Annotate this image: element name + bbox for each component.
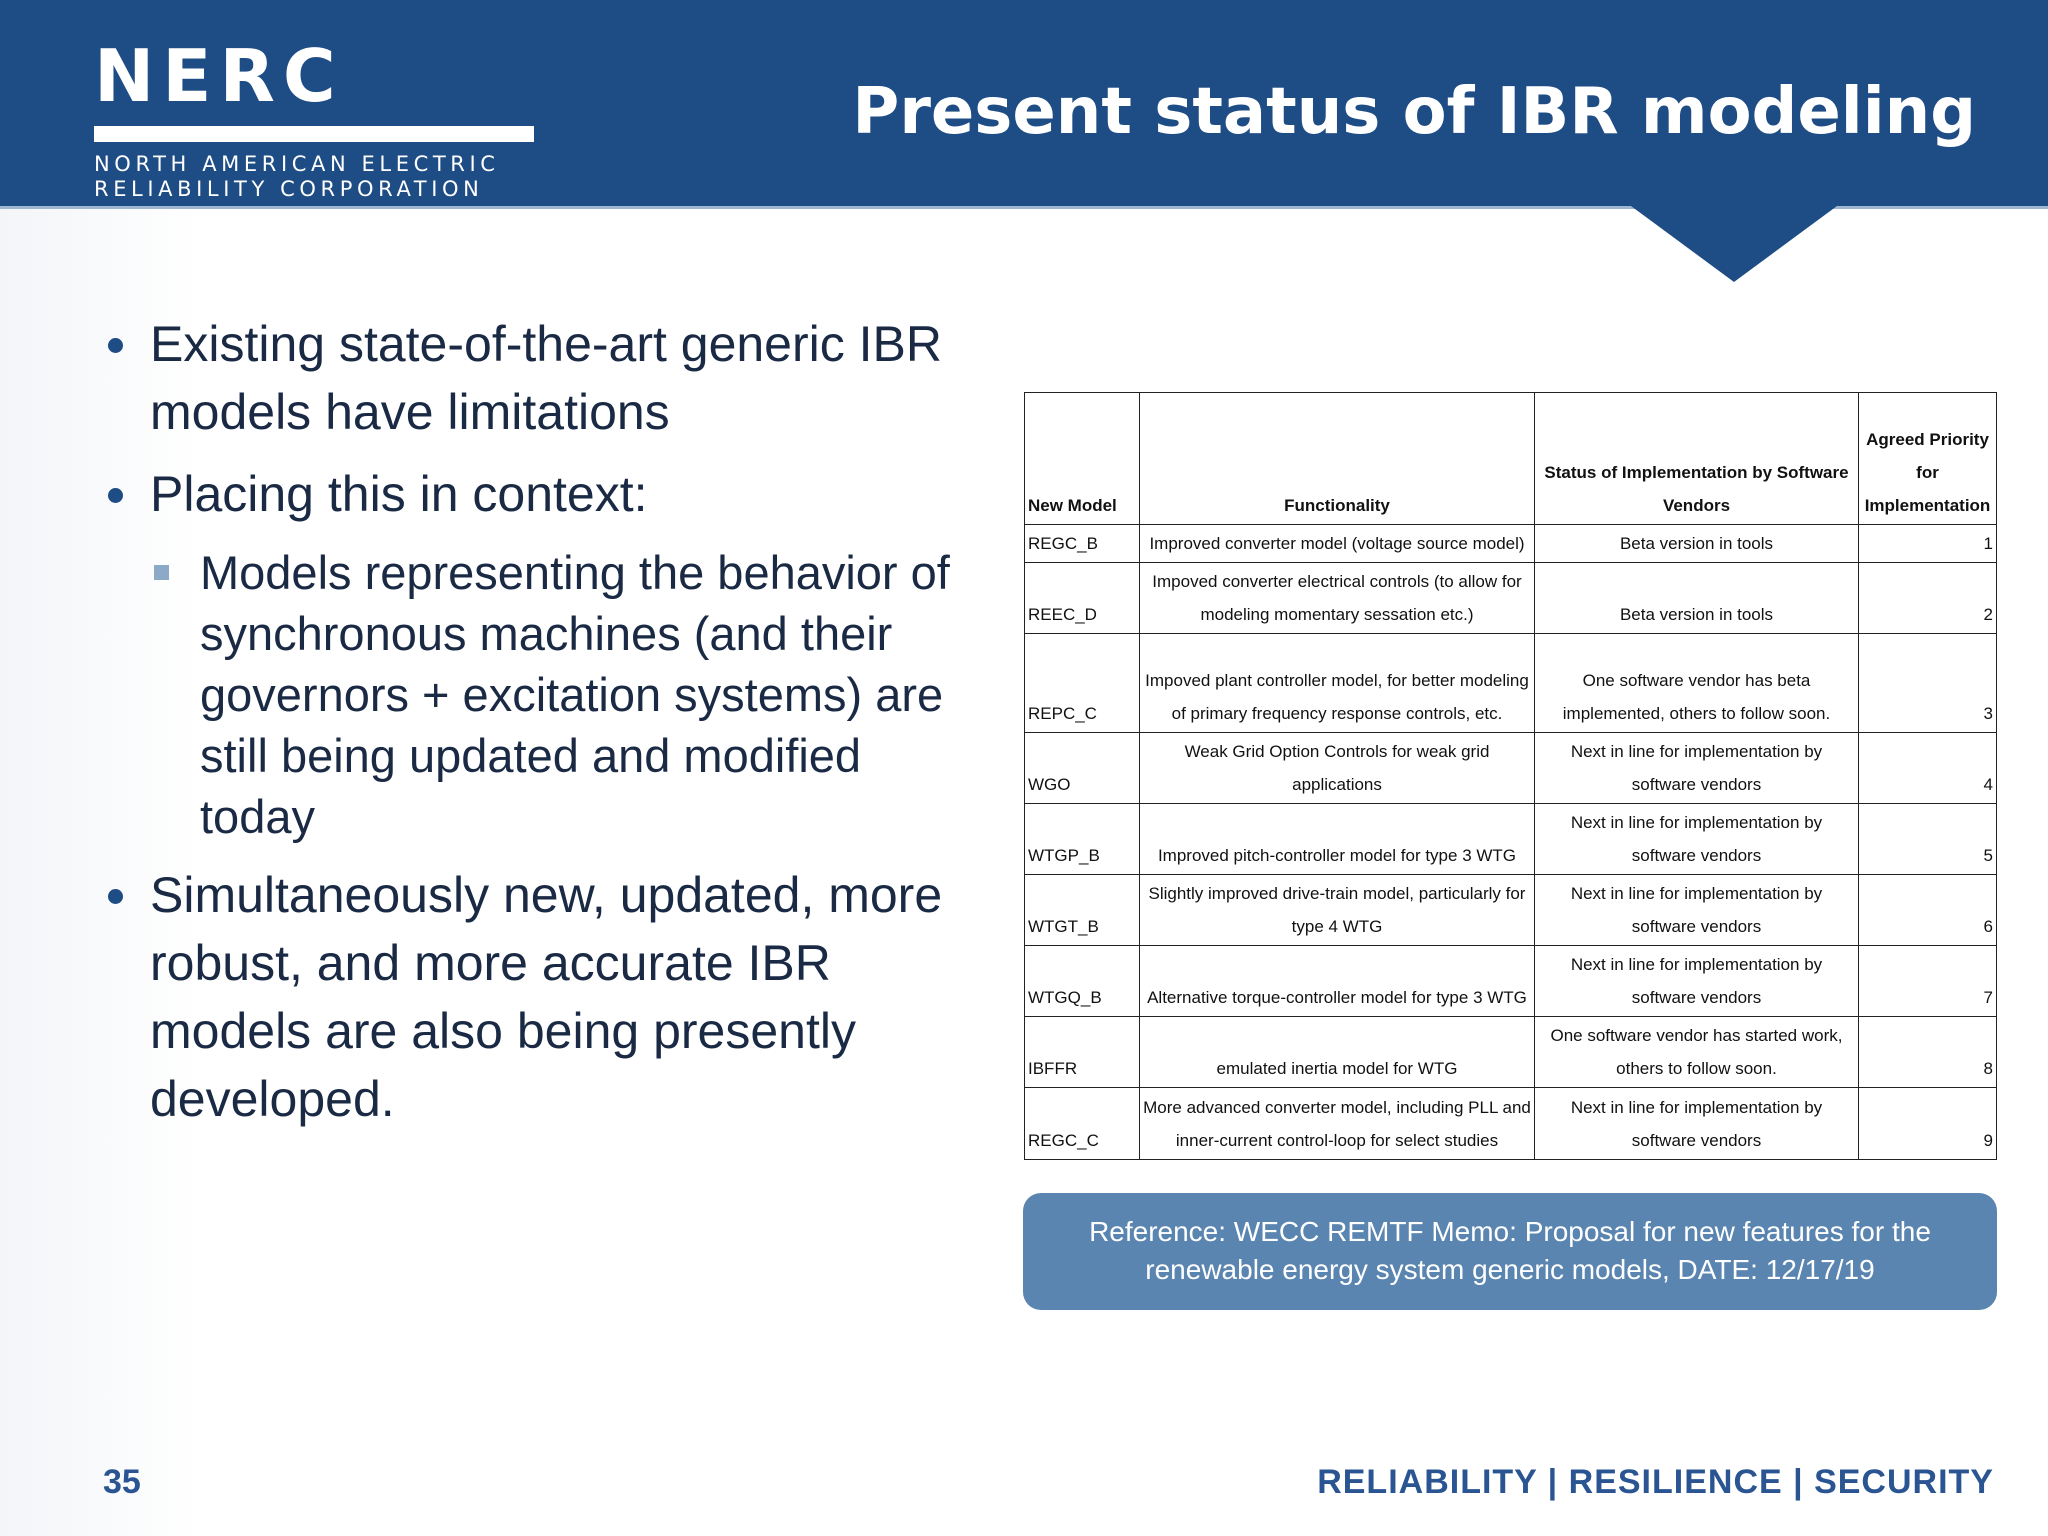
bullet-dot-icon [108,488,123,503]
reference-text: Reference: WECC REMTF Memo: Proposal for new features for the renewable energy system generic models, DATE: 12/17/19 [1089,1216,1931,1285]
cell-model: IBFFR [1025,1017,1140,1088]
cell-priority: 1 [1859,525,1997,563]
header-status: Status of Implementation by Software Vendors [1535,393,1859,525]
table-row [1025,946,1997,1017]
cell-model: REGC_C [1025,1088,1140,1160]
header-chevron [1631,206,1837,282]
cell-functionality: More advanced converter model, including PLL and inner-current control-loop for select studies [1140,1088,1535,1160]
header-priority: Agreed Priority for Implementation [1859,393,1997,525]
table-row [1025,563,1997,634]
bullet-text: Existing state-of-the-art generic IBR models have limitations [150,316,942,440]
cell-priority: 5 [1859,804,1997,875]
cell-status: Next in line for implementation by software vendors [1535,875,1859,946]
sub-bullet-text: Models representing the behavior of synchronous machines (and their governors + excitation systems) are still being updated and modified today [200,546,950,843]
cell-priority: 2 [1859,563,1997,634]
cell-model: WTGQ_B [1025,946,1140,1017]
table-row [1025,875,1997,946]
bullet-list [100,310,980,1147]
footer-tagline: RELIABILITY | RESILIENCE | SECURITY [1317,1463,1994,1501]
table-header-row [1025,393,1997,525]
sub-bullet-item [100,542,980,847]
models-table [1024,392,1997,1160]
cell-status: One software vendor has beta implemented, others to follow soon. [1535,634,1859,733]
logo-line-1: NORTH AMERICAN ELECTRIC [94,152,500,176]
bullet-dot-icon [108,338,123,353]
table-row [1025,525,1997,563]
bullet-item [100,310,980,446]
cell-priority: 8 [1859,1017,1997,1088]
cell-priority: 3 [1859,634,1997,733]
cell-functionality: Impoved converter electrical controls (to allow for modeling momentary sessation etc.) [1140,563,1535,634]
bullet-dot-icon [108,889,123,904]
table-row [1025,804,1997,875]
nerc-logo [94,34,534,202]
slide-title: Present status of IBR modeling [852,75,1976,149]
cell-priority: 7 [1859,946,1997,1017]
cell-priority: 9 [1859,1088,1997,1160]
cell-status: Beta version in tools [1535,563,1859,634]
table-row [1025,733,1997,804]
logo-rule [94,126,534,142]
cell-functionality: Slightly improved drive-train model, particularly for type 4 WTG [1140,875,1535,946]
table-row [1025,1088,1997,1160]
cell-model: WTGT_B [1025,875,1140,946]
header-new-model: New Model [1025,393,1140,525]
cell-priority: 6 [1859,875,1997,946]
cell-priority: 4 [1859,733,1997,804]
cell-model: REPC_C [1025,634,1140,733]
cell-functionality: Improved converter model (voltage source model) [1140,525,1535,563]
cell-model: WGO [1025,733,1140,804]
cell-model: REGC_B [1025,525,1140,563]
bullet-item [100,460,980,528]
cell-status: Next in line for implementation by software vendors [1535,804,1859,875]
table-row [1025,1017,1997,1088]
reference-box [1023,1193,1997,1310]
cell-status: Next in line for implementation by software vendors [1535,1088,1859,1160]
square-bullet-icon [154,565,169,580]
cell-model: REEC_D [1025,563,1140,634]
cell-functionality: Improved pitch-controller model for type 3 WTG [1140,804,1535,875]
bullet-text: Placing this in context: [150,466,648,522]
logo-line-2: RELIABILITY CORPORATION [94,177,484,201]
cell-functionality: emulated inertia model for WTG [1140,1017,1535,1088]
cell-model: WTGP_B [1025,804,1140,875]
logo-wordmark: NERC [94,34,344,118]
cell-status: Next in line for implementation by software vendors [1535,733,1859,804]
header-bar [0,0,2048,209]
table-row [1025,634,1997,733]
cell-status: Beta version in tools [1535,525,1859,563]
cell-status: Next in line for implementation by software vendors [1535,946,1859,1017]
header-functionality: Functionality [1140,393,1535,525]
cell-functionality: Alternative torque-controller model for type 3 WTG [1140,946,1535,1017]
cell-functionality: Impoved plant controller model, for better modeling of primary frequency response controls, etc. [1140,634,1535,733]
cell-functionality: Weak Grid Option Controls for weak grid applications [1140,733,1535,804]
bullet-item [100,861,980,1133]
bullet-text: Simultaneously new, updated, more robust, and more accurate IBR models are also being presently developed. [150,867,943,1127]
page-number: 35 [103,1463,141,1501]
cell-status: One software vendor has started work, others to follow soon. [1535,1017,1859,1088]
